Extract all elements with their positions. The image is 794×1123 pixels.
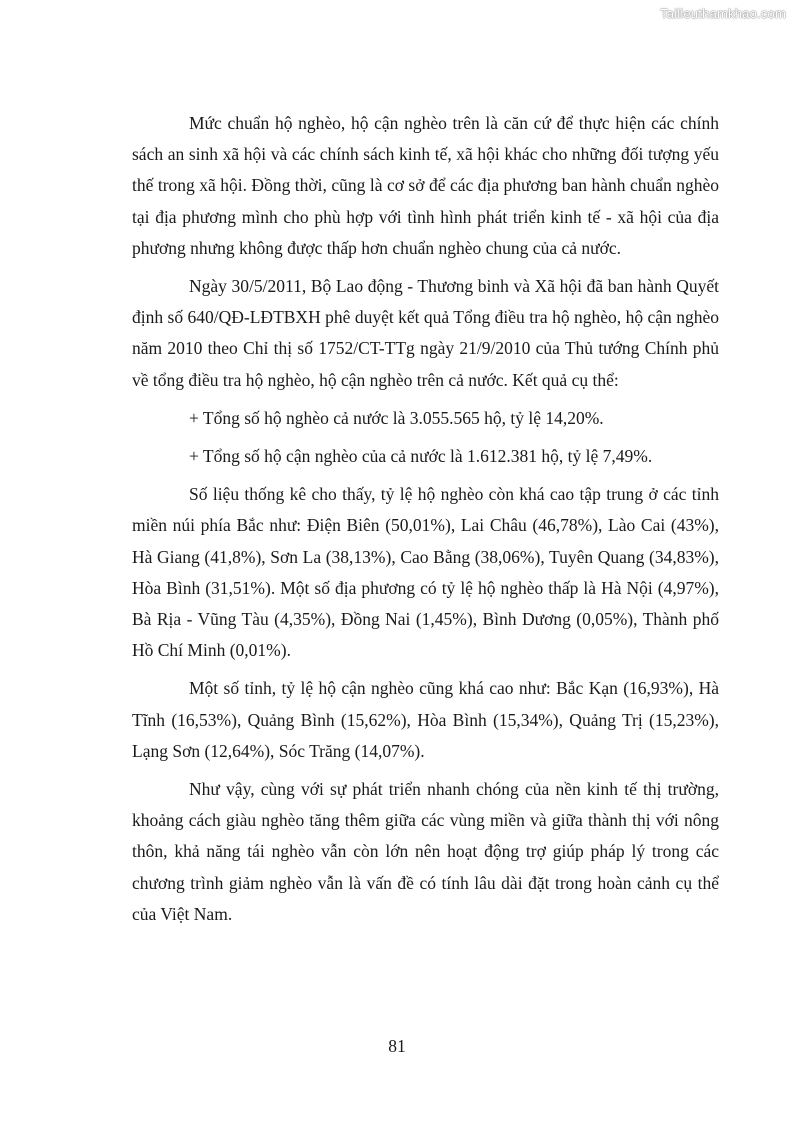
document-body (132, 108, 719, 937)
bullet-near-poor-households: + Tổng số hộ cận nghèo của cả nước là 1.612.381 hộ, tỷ lệ 7,49%. (189, 446, 653, 467)
paragraph-decision-640: Ngày 30/5/2011, Bộ Lao động - Thương binh và Xã hội đã ban hành Quyết định số 640/QĐ-LĐTBXH phê duyệt kết quả Tổng điều tra hộ nghèo, hộ cận nghèo năm 2010 theo Chỉ thị số 1752/CT-TTg ngày 21/9/2010 của Thủ tướng Chính phủ về tổng điều tra hộ nghèo, hộ cận nghèo trên cả nước. Kết quả cụ thể: (132, 276, 719, 390)
bullet-poor-households: + Tổng số hộ nghèo cả nước là 3.055.565 hộ, tỷ lệ 14,20%. (189, 407, 604, 428)
paragraph-poverty-standard: Mức chuẩn hộ nghèo, hộ cận nghèo trên là căn cứ để thực hiện các chính sách an sinh xã hội và các chính sách kinh tế, xã hội khác cho những đối tượng yếu thế trong xã hội. Đồng thời, cũng là cơ sở để các địa phương ban hành chuẩn nghèo tại địa phương mình cho phù hợp với tình hình phát triển kinh tế - xã hội của địa phương nhưng không được thấp hơn chuẩn nghèo chung của cả nước. (132, 113, 719, 258)
paragraph-conclusion: Như vậy, cùng với sự phát triển nhanh chóng của nền kinh tế thị trường, khoảng cách giàu nghèo tăng thêm giữa các vùng miền và giữa thành thị với nông thôn, khả năng tái nghèo vẫn còn lớn nên hoạt động trợ giúp pháp lý trong các chương trình giảm nghèo vẫn là vấn đề có tính lâu dài đặt trong hoàn cảnh cụ thể của Việt Nam. (132, 779, 719, 924)
paragraph-near-poor-provinces: Một số tỉnh, tỷ lệ hộ cận nghèo cũng khá cao như: Bắc Kạn (16,93%), Hà Tĩnh (16,53%), Quảng Bình (15,62%), Hòa Bình (15,34%), Quảng Trị (15,23%), Lạng Sơn (12,64%), Sóc Trăng (14,07%). (132, 678, 719, 761)
page-number: 81 (388, 1036, 406, 1056)
watermark-text: Tailieuthamkhao.com (660, 6, 786, 21)
paragraph-poverty-statistics: Số liệu thống kê cho thấy, tỷ lệ hộ nghèo còn khá cao tập trung ở các tỉnh miền núi phía Bắc như: Điện Biên (50,01%), Lai Châu (46,78%), Lào Cai (43%), Hà Giang (41,8%), Sơn La (38,13%), Cao Bằng (38,06%), Tuyên Quang (34,83%), Hòa Bình (31,51%). Một số địa phương có tỷ lệ hộ nghèo thấp là Hà Nội (4,97%), Bà Rịa - Vũng Tàu (4,35%), Đồng Nai (1,45%), Bình Dương (0,05%), Thành phố Hồ Chí Minh (0,01%). (132, 484, 719, 661)
